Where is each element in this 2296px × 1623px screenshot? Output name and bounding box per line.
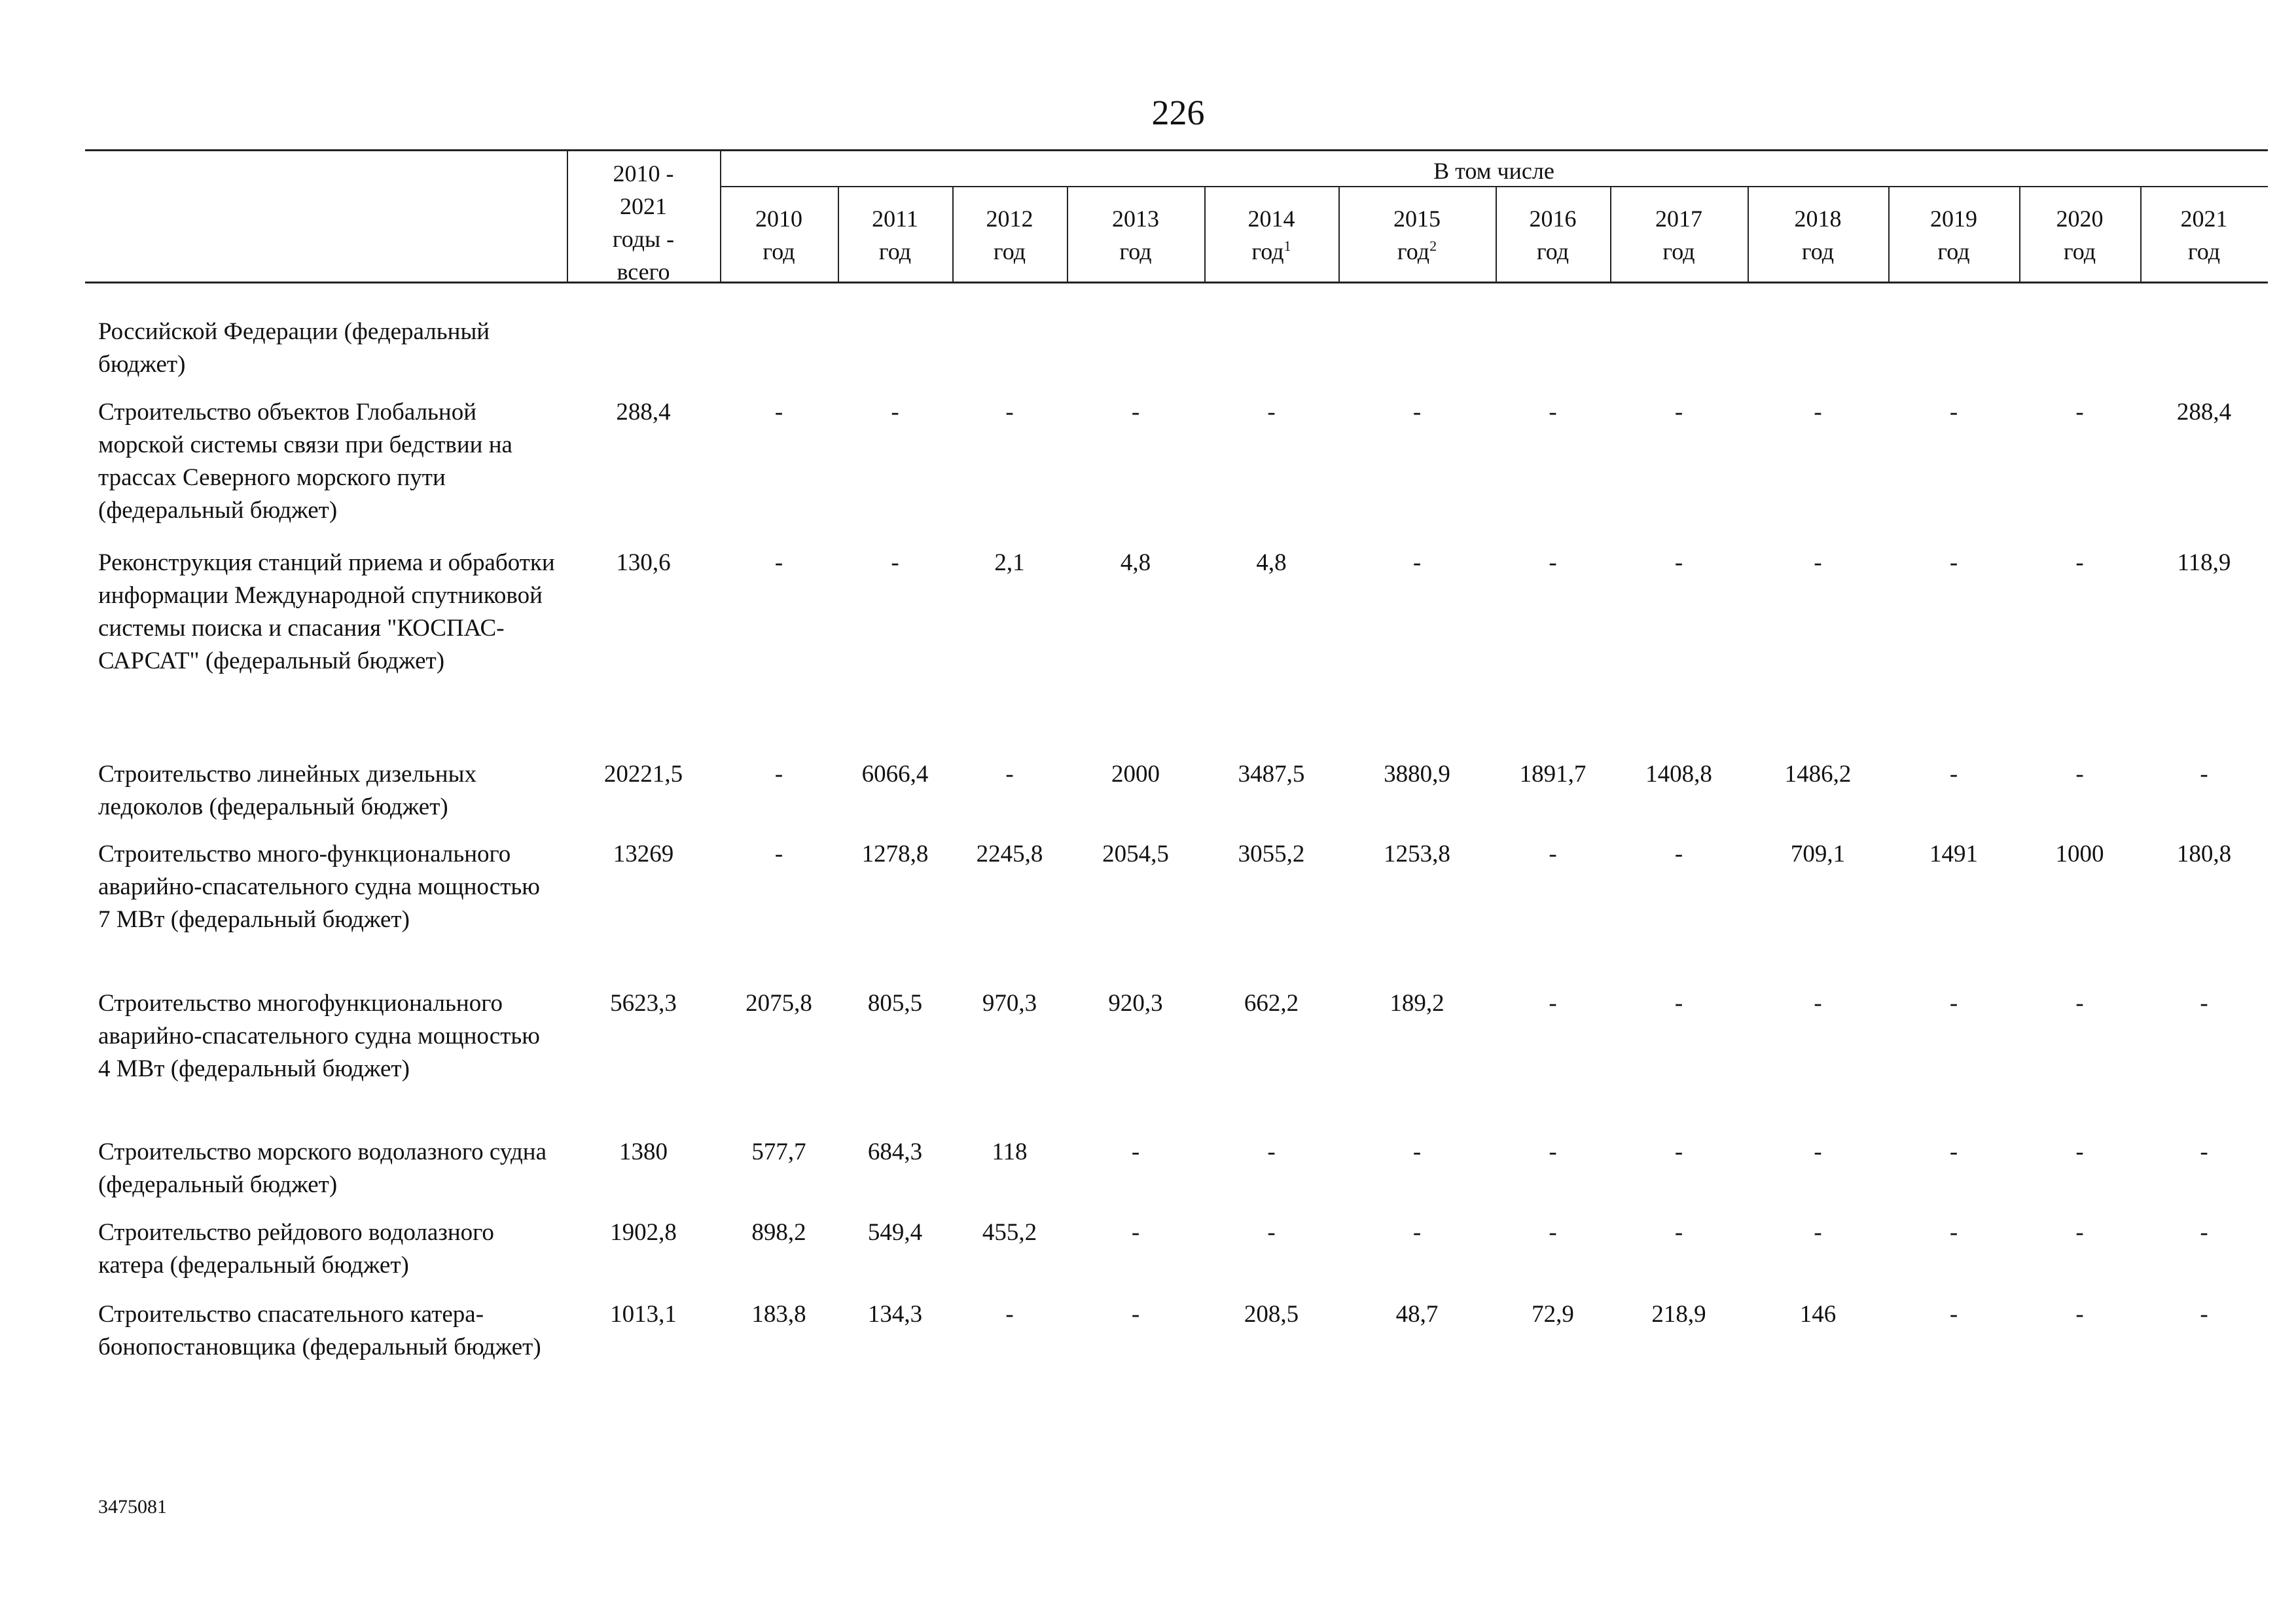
cell-2013: 2054,5 bbox=[1102, 841, 1169, 867]
header-year-label: 2016 bbox=[1529, 206, 1577, 232]
cell-2011: 805,5 bbox=[867, 990, 923, 1017]
cell-2020: - bbox=[2075, 1219, 2084, 1246]
row-label: Строительство морского водолазного судна (федеральный бюджет) bbox=[98, 1139, 547, 1198]
cell-2011: 6066,4 bbox=[861, 761, 929, 788]
cell-2018: 146 bbox=[1799, 1301, 1837, 1328]
cell-2018: - bbox=[1814, 1219, 1822, 1246]
row-total: 20221,5 bbox=[603, 761, 683, 788]
header-year-unit: год bbox=[1536, 238, 1570, 264]
cell-2017: - bbox=[1674, 841, 1683, 867]
header-including: В том числе bbox=[1433, 158, 1554, 184]
cell-2016: - bbox=[1549, 1139, 1557, 1165]
cell-2013: - bbox=[1131, 399, 1140, 426]
cell-2010: - bbox=[774, 549, 783, 576]
cell-2010: 183,8 bbox=[751, 1301, 806, 1328]
cell-2010: 898,2 bbox=[751, 1219, 806, 1246]
header-year-2010 bbox=[720, 202, 838, 268]
header-year-label: 2013 bbox=[1112, 206, 1159, 232]
cell-2021: 288,4 bbox=[2176, 399, 2232, 426]
cell-2015: 1253,8 bbox=[1384, 841, 1450, 867]
cell-2010: - bbox=[774, 761, 783, 788]
cell-2017: 218,9 bbox=[1651, 1301, 1706, 1328]
row-label: Строительство рейдового водолазного катера (федеральный бюджет) bbox=[98, 1219, 494, 1279]
cell-2021: - bbox=[2200, 1219, 2208, 1246]
cell-2018: 1486,2 bbox=[1784, 761, 1852, 788]
cell-2015: - bbox=[1412, 549, 1422, 576]
header-year-unit: год bbox=[1119, 238, 1152, 264]
cell-2012: 2245,8 bbox=[976, 841, 1043, 867]
row-label: Строительство объектов Глобальной морской системы связи при бедствии на трассах Северного морского пути (федеральный бюджет) bbox=[98, 399, 512, 524]
cell-2021: 180,8 bbox=[2176, 841, 2232, 867]
cell-2017: - bbox=[1674, 1139, 1683, 1165]
cell-2019: - bbox=[1949, 549, 1958, 576]
header-year-unit: год bbox=[993, 238, 1026, 264]
row-label: Российской Федерации (федеральный бюджет) bbox=[98, 318, 490, 378]
cell-2010: - bbox=[774, 399, 783, 426]
cell-2015: - bbox=[1412, 399, 1422, 426]
header-total-line4: всего bbox=[617, 259, 670, 285]
footnote-marker: 1 bbox=[1283, 238, 1291, 254]
column-divider-label bbox=[567, 149, 568, 282]
header-year-unit: год bbox=[1937, 238, 1970, 264]
cell-2015: 189,2 bbox=[1390, 990, 1444, 1017]
row-total: 1013,1 bbox=[610, 1301, 677, 1328]
cell-2020: - bbox=[2075, 761, 2084, 788]
cell-2016: - bbox=[1549, 990, 1557, 1017]
row-total: 13269 bbox=[613, 841, 674, 867]
header-year-label: 2014 bbox=[1247, 206, 1295, 232]
cell-2013: - bbox=[1131, 1219, 1140, 1246]
cell-2015: - bbox=[1412, 1219, 1422, 1246]
cell-2020: 1000 bbox=[2055, 841, 2104, 867]
header-year-2020 bbox=[2019, 202, 2140, 268]
header-year-label: 2020 bbox=[2056, 206, 2104, 232]
header-year-2011 bbox=[838, 202, 952, 268]
cell-2011: 134,3 bbox=[867, 1301, 923, 1328]
header-year-2016 bbox=[1496, 202, 1610, 268]
cell-2015: 3880,9 bbox=[1384, 761, 1450, 788]
cell-2016: 72,9 bbox=[1532, 1301, 1574, 1328]
cell-2010: - bbox=[774, 841, 783, 867]
cell-2019: - bbox=[1949, 1219, 1958, 1246]
cell-2012: - bbox=[1005, 399, 1014, 426]
row-label: Строительство много-функционального аварийно-спасательного судна мощностью 7 МВт (федеральный бюджет) bbox=[98, 841, 540, 933]
cell-2018: - bbox=[1814, 990, 1822, 1017]
cell-2016: - bbox=[1549, 549, 1557, 576]
cell-2013: - bbox=[1131, 1139, 1140, 1165]
row-total: 288,4 bbox=[616, 399, 671, 426]
header-year-unit: год bbox=[2063, 238, 2096, 264]
cell-2012: 455,2 bbox=[982, 1219, 1037, 1246]
header-year-unit: год bbox=[1662, 238, 1695, 264]
header-year-unit: год$^2$ bbox=[1397, 238, 1437, 264]
cell-2014: 3055,2 bbox=[1238, 841, 1305, 867]
cell-2013: 4,8 bbox=[1120, 549, 1151, 576]
header-year-label: 2021 bbox=[2180, 206, 2228, 232]
header-year-label: 2019 bbox=[1930, 206, 1977, 232]
row-total: 130,6 bbox=[616, 549, 671, 576]
row-total: 5623,3 bbox=[610, 990, 677, 1017]
header-total-line2: 2021 bbox=[620, 193, 667, 219]
cell-2016: - bbox=[1549, 399, 1557, 426]
cell-2017: - bbox=[1674, 1219, 1683, 1246]
cell-2012: 118 bbox=[992, 1139, 1028, 1165]
cell-2020: - bbox=[2075, 399, 2084, 426]
header-total-line3: годы - bbox=[612, 226, 675, 252]
cell-2018: - bbox=[1814, 549, 1822, 576]
header-bottom-rule bbox=[85, 282, 2268, 283]
cell-2016: - bbox=[1549, 841, 1557, 867]
cell-2013: 2000 bbox=[1111, 761, 1160, 788]
cell-2021: - bbox=[2200, 1301, 2208, 1328]
cell-2012: - bbox=[1005, 761, 1014, 788]
header-year-2017 bbox=[1610, 202, 1748, 268]
header-year-2015 bbox=[1338, 202, 1496, 268]
cell-2018: 709,1 bbox=[1790, 841, 1846, 867]
cell-2018: - bbox=[1814, 1139, 1822, 1165]
cell-2021: - bbox=[2200, 990, 2208, 1017]
cell-2019: - bbox=[1949, 761, 1958, 788]
header-year-2018 bbox=[1748, 202, 1888, 268]
header-total-line1: 2010 - bbox=[613, 160, 674, 187]
row-label: Реконструкция станций приема и обработки информации Международной спутниковой системы поиска и спасания "КОСПАС-САРСАТ" (федеральный бюджет) bbox=[98, 549, 555, 674]
cell-2020: - bbox=[2075, 549, 2084, 576]
cell-2019: - bbox=[1949, 1301, 1958, 1328]
cell-2017: 1408,8 bbox=[1645, 761, 1712, 788]
header-year-label: 2015 bbox=[1393, 206, 1441, 232]
cell-2014: 3487,5 bbox=[1238, 761, 1305, 788]
cell-2019: - bbox=[1949, 1139, 1958, 1165]
cell-2011: 684,3 bbox=[867, 1139, 923, 1165]
cell-2012: 970,3 bbox=[982, 990, 1037, 1017]
document-id: 3475081 bbox=[98, 1496, 167, 1518]
cell-2011: 1278,8 bbox=[861, 841, 929, 867]
cell-2014: 208,5 bbox=[1244, 1301, 1299, 1328]
header-year-2019 bbox=[1888, 202, 2019, 268]
cell-2016: 1891,7 bbox=[1519, 761, 1587, 788]
row-label: Строительство линейных дизельных ледоколов (федеральный бюджет) bbox=[98, 761, 476, 820]
cell-2011: - bbox=[891, 549, 899, 576]
cell-2014: - bbox=[1267, 1139, 1276, 1165]
header-year-unit: год bbox=[2187, 238, 2221, 264]
cell-2020: - bbox=[2075, 990, 2084, 1017]
cell-2017: - bbox=[1674, 990, 1683, 1017]
row-total: 1380 bbox=[619, 1139, 668, 1165]
header-year-2014 bbox=[1204, 202, 1338, 268]
header-year-2012 bbox=[952, 202, 1067, 268]
row-label: Строительство многофункционального аварийно-спасательного судна мощностью 4 МВт (федеральный бюджет) bbox=[98, 990, 540, 1082]
header-year-unit: год bbox=[878, 238, 912, 264]
header-year-label: 2018 bbox=[1794, 206, 1842, 232]
header-year-label: 2011 bbox=[872, 206, 918, 232]
cell-2013: - bbox=[1131, 1301, 1140, 1328]
cell-2017: - bbox=[1674, 399, 1683, 426]
footnote-marker: 2 bbox=[1429, 238, 1437, 254]
cell-2015: - bbox=[1412, 1139, 1422, 1165]
header-year-unit: год bbox=[762, 238, 795, 264]
header-year-unit: год bbox=[1801, 238, 1835, 264]
cell-2012: 2,1 bbox=[994, 549, 1025, 576]
header-year-2013 bbox=[1067, 202, 1204, 268]
cell-2021: 118,9 bbox=[2177, 549, 2231, 576]
cell-2015: 48,7 bbox=[1395, 1301, 1439, 1328]
header-year-unit: год$^1$ bbox=[1251, 238, 1291, 264]
cell-2020: - bbox=[2075, 1301, 2084, 1328]
cell-2017: - bbox=[1674, 549, 1683, 576]
cell-2010: 577,7 bbox=[751, 1139, 806, 1165]
cell-2019: - bbox=[1949, 990, 1958, 1017]
cell-2014: 4,8 bbox=[1256, 549, 1287, 576]
cell-2021: - bbox=[2200, 761, 2208, 788]
header-year-label: 2012 bbox=[986, 206, 1033, 232]
cell-2014: - bbox=[1267, 399, 1276, 426]
header-year-label: 2017 bbox=[1655, 206, 1702, 232]
cell-2019: 1491 bbox=[1929, 841, 1978, 867]
cell-2013: 920,3 bbox=[1108, 990, 1163, 1017]
header-total bbox=[569, 157, 717, 288]
cell-2012: - bbox=[1005, 1301, 1014, 1328]
cell-2019: - bbox=[1949, 399, 1958, 426]
cell-2020: - bbox=[2075, 1139, 2084, 1165]
header-year-2021 bbox=[2140, 202, 2268, 268]
cell-2021: - bbox=[2200, 1139, 2208, 1165]
cell-2011: 549,4 bbox=[867, 1219, 923, 1246]
page-number: 226 bbox=[1151, 93, 1205, 132]
cell-2014: 662,2 bbox=[1244, 990, 1299, 1017]
cell-2018: - bbox=[1814, 399, 1822, 426]
row-total: 1902,8 bbox=[610, 1219, 677, 1246]
row-label: Строительство спасательного катера-бонопостановщика (федеральный бюджет) bbox=[98, 1301, 541, 1360]
cell-2016: - bbox=[1549, 1219, 1557, 1246]
header-year-label: 2010 bbox=[755, 206, 802, 232]
cell-2010: 2075,8 bbox=[745, 990, 812, 1017]
table-top-rule bbox=[85, 149, 2268, 151]
cell-2014: - bbox=[1267, 1219, 1276, 1246]
cell-2011: - bbox=[891, 399, 899, 426]
